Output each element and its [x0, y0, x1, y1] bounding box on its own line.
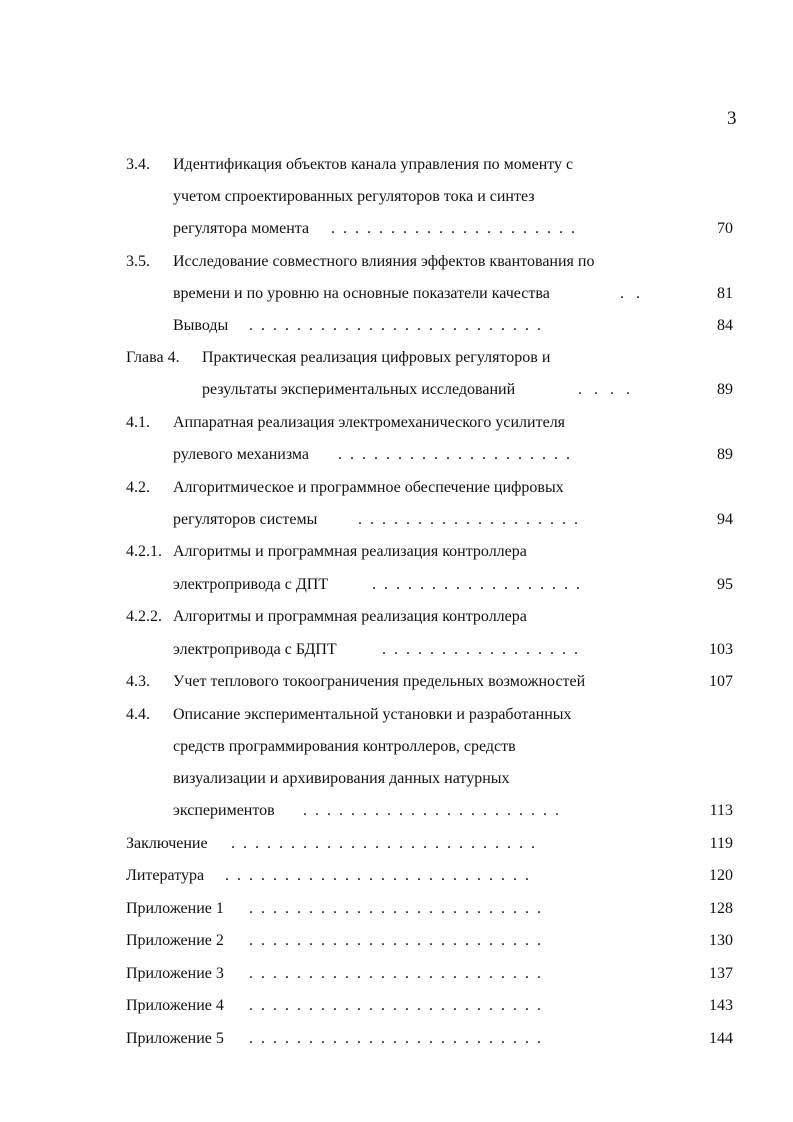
- page-number: 3: [727, 108, 737, 129]
- toc-entry-title-continued: рулевого механизма: [173, 446, 310, 463]
- toc-page-ref: 94: [717, 511, 733, 528]
- toc-entry-appendix-4: [0, 997, 733, 1021]
- toc-entry-3-5-line-1: [0, 253, 733, 277]
- toc-entry-title: Выводы: [173, 317, 229, 334]
- toc-chapter-label: Глава 4.: [126, 349, 180, 366]
- toc-entry-4-2-line-1: [0, 479, 733, 503]
- toc-entry-title: Приложение 1: [126, 900, 224, 917]
- toc-entry-title: Исследование совместного влияния эффектов квантования по: [173, 253, 595, 270]
- toc-entry-title: Приложение 3: [126, 965, 224, 982]
- leader-dots: . . . . . . . . . . . . . . . . . . . . . . . . .: [249, 932, 541, 949]
- toc-entry-title-continued: визуализации и архивирования данных натурных: [173, 770, 510, 787]
- toc-page-ref: 130: [709, 932, 733, 949]
- toc-page-ref: 103: [709, 641, 733, 658]
- toc-entry-title: Литература: [126, 867, 205, 884]
- toc-entry-title-continued: времени и по уровню на основные показатели качества: [173, 285, 550, 302]
- toc-entry-title: Приложение 4: [126, 997, 224, 1014]
- toc-entry-4-2-line-2: [0, 511, 733, 535]
- toc-page-ref: 89: [717, 381, 733, 398]
- toc-entry-4-2-2-line-2: [0, 641, 733, 665]
- toc-entry-3-5-line-2: [0, 285, 733, 309]
- toc-entry-title: Аппаратная реализация электромеханического усилителя: [173, 414, 566, 431]
- toc-entry-4-2-1-line-2: [0, 576, 733, 600]
- toc-page-ref: 95: [717, 576, 733, 593]
- leader-dots: . . . . . . . . . . . . . . . . . . . .: [338, 446, 570, 463]
- toc-entry-chapter-4-line-2: [0, 381, 733, 405]
- toc-entry-4-2-2-line-1: [0, 608, 733, 632]
- toc-entry-3-4-line-1: [0, 156, 733, 180]
- toc-entry-3-4-line-2: [0, 188, 733, 212]
- toc-page-ref: 107: [709, 673, 733, 690]
- toc-entry-appendix-1: [0, 900, 733, 924]
- toc-entry-title: Алгоритмы и программная реализация контроллера: [173, 608, 527, 625]
- toc-entry-title: Алгоритмы и программная реализация контроллера: [173, 543, 527, 560]
- toc-entry-number: 3.5.: [126, 253, 150, 270]
- toc-entry-4-4-line-4: [0, 802, 733, 826]
- toc-entry-title-continued: электропривода с ДПТ: [173, 576, 329, 593]
- toc-entry-title-continued: регуляторов системы: [173, 511, 318, 528]
- toc-entry-title-continued: результаты экспериментальных исследований: [202, 381, 516, 398]
- toc-page-ref: 119: [709, 835, 733, 852]
- toc-entry-title-continued: учетом спроектированных регуляторов тока и синтез: [173, 188, 535, 205]
- toc-page-ref: 137: [709, 965, 733, 982]
- toc-entry-literature: [0, 867, 733, 891]
- toc-entry-title-continued: электропривода с БДПТ: [173, 641, 337, 658]
- toc-entry-conclusions: [0, 317, 733, 341]
- toc-entry-appendix-3: [0, 965, 733, 989]
- toc-entry-3-4-line-3: [0, 220, 733, 244]
- toc-entry-conclusion: [0, 835, 733, 859]
- leader-dots: . . . . . . . . . . . . . . . . . . . . . . . . .: [249, 317, 541, 334]
- toc-entry-title: Алгоритмическое и программное обеспечение цифровых: [173, 479, 564, 496]
- toc-entry-number: 3.4.: [126, 156, 150, 173]
- toc-entry-title-continued: средств программирования контроллеров, средств: [173, 738, 516, 755]
- leader-dots: . . . . . . . . . . . . . . . . . . . . . . . . . .: [231, 835, 535, 852]
- toc-entry-number: 4.2.1.: [126, 543, 162, 560]
- toc-entry-title-continued: регулятора момента: [173, 220, 310, 237]
- toc-entry-number: 4.2.2.: [126, 608, 162, 625]
- toc-entry-title: Учет теплового токоограничения предельных возможностей: [173, 673, 586, 690]
- leader-dots: . . . . . . . . . . . . . . . . . . . . . . . . .: [249, 997, 541, 1014]
- leader-dots: . . . . . . . . . . . . . . . . . . .: [358, 511, 578, 528]
- leader-dots: . . . . . . . . . . . . . . . . . .: [372, 576, 580, 593]
- toc-page-ref: 143: [709, 997, 733, 1014]
- toc-page-ref: 70: [717, 220, 733, 237]
- toc-entry-4-1-line-2: [0, 446, 733, 470]
- toc-entry-4-4-line-2: [0, 738, 733, 762]
- toc-entry-4-2-1-line-1: [0, 543, 733, 567]
- toc-entry-title: Приложение 5: [126, 1030, 224, 1047]
- toc-entry-4-4-line-1: [0, 706, 733, 730]
- toc-entry-chapter-4-line-1: [0, 349, 733, 373]
- leader-dots: . . . . . . . . . . . . . . . . .: [382, 641, 578, 658]
- toc-page-ref: 89: [717, 446, 733, 463]
- leader-dots: . . . .: [578, 381, 630, 398]
- toc-entry-4-4-line-3: [0, 770, 733, 794]
- toc-page-ref: 128: [709, 900, 733, 917]
- toc-entry-title-continued: экспериментов: [173, 802, 275, 819]
- toc-page-ref: 120: [709, 867, 733, 884]
- leader-dots: . . . . . . . . . . . . . . . . . . . . .: [331, 220, 575, 237]
- leader-dots: . . . . . . . . . . . . . . . . . . . . . . . . .: [249, 1030, 541, 1047]
- toc-entry-number: 4.2.: [126, 479, 150, 496]
- toc-page-ref: 113: [709, 802, 733, 819]
- toc-entry-appendix-5: [0, 1030, 733, 1054]
- toc-entry-title: Приложение 2: [126, 932, 224, 949]
- leader-dots: . . . . . . . . . . . . . . . . . . . . . . . . . .: [225, 867, 529, 884]
- toc-entry-4-3: [0, 673, 733, 697]
- toc-entry-number: 4.3.: [126, 673, 150, 690]
- toc-entry-number: 4.1.: [126, 414, 150, 431]
- toc-entry-title: Идентификация объектов канала управления по моменту с: [173, 156, 574, 173]
- toc-entry-number: 4.4.: [126, 706, 150, 723]
- leader-dots: . . . . . . . . . . . . . . . . . . . . . .: [303, 802, 559, 819]
- toc-page-ref: 144: [709, 1030, 733, 1047]
- toc-entry-title: Практическая реализация цифровых регуляторов и: [202, 349, 551, 366]
- leader-dots: . .: [620, 285, 640, 302]
- leader-dots: . . . . . . . . . . . . . . . . . . . . . . . . .: [249, 965, 541, 982]
- toc-entry-4-1-line-1: [0, 414, 733, 438]
- leader-dots: . . . . . . . . . . . . . . . . . . . . . . . . .: [249, 900, 541, 917]
- toc-entry-appendix-2: [0, 932, 733, 956]
- toc-entry-title: Описание экспериментальной установки и разработанных: [173, 706, 572, 723]
- toc-page-ref: 81: [717, 285, 733, 302]
- toc-page-ref: 84: [717, 317, 733, 334]
- toc-entry-title: Заключение: [126, 835, 208, 852]
